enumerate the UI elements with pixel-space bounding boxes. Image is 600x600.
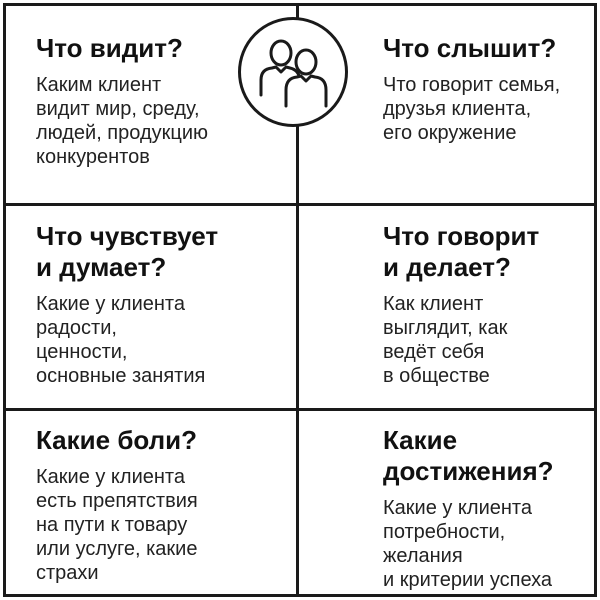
quadrant-hears bbox=[383, 33, 593, 145]
horizontal-divider-bottom bbox=[3, 408, 597, 411]
quadrant-pains bbox=[36, 425, 286, 585]
quadrant-sees bbox=[36, 33, 266, 169]
users-icon bbox=[238, 17, 348, 127]
quadrant-description: Какие у клиента есть препятствия на пути к товару или услуге, какие страхи bbox=[36, 466, 198, 584]
horizontal-divider-top bbox=[3, 203, 597, 206]
quadrant-achievements bbox=[383, 425, 597, 592]
quadrant-feels-thinks bbox=[36, 221, 286, 388]
quadrant-title: Что говорит и делает? bbox=[383, 221, 540, 282]
quadrant-title: Какие боли? bbox=[36, 425, 198, 455]
quadrant-says-does bbox=[383, 221, 593, 388]
quadrant-description: Какие у клиента потребности, желания и критерии успеха bbox=[383, 497, 553, 591]
quadrant-description: Как клиент выглядит, как ведёт себя в обществе bbox=[383, 293, 508, 387]
quadrant-title: Какие достижения? bbox=[383, 425, 554, 486]
quadrant-description: Какие у клиента радости, ценности, основные занятия bbox=[36, 293, 206, 387]
quadrant-description: Что говорит семья, друзья клиента, его окружение bbox=[383, 74, 561, 144]
quadrant-title: Что чувствует и думает? bbox=[36, 221, 219, 282]
quadrant-description: Каким клиент видит мир, среду, людей, продукцию конкурентов bbox=[36, 74, 208, 168]
quadrant-title: Что слышит? bbox=[383, 33, 557, 63]
quadrant-title: Что видит? bbox=[36, 33, 183, 63]
